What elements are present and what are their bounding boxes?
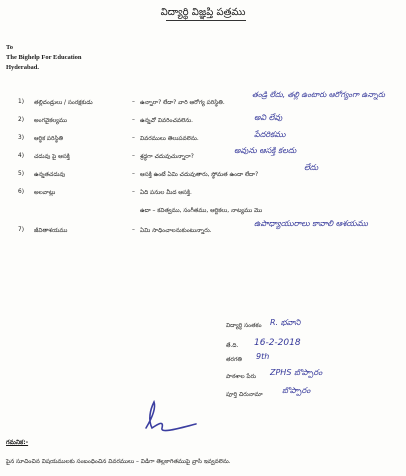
item-number: 7) <box>18 227 24 233</box>
item-answer: అవును ఆసక్తి కలదు <box>234 146 297 155</box>
item-question: ఏమి సాధించాలనుకుంటున్నారు. <box>140 228 212 234</box>
class-label: తరగతి <box>226 357 242 363</box>
notes-text: పైన సూచించిన విషయములకు సంబంధించిన వివరములు – విడిగా తెల్లకాగితముపై వ్రాసి ఇవ్వవలెను. <box>6 459 231 465</box>
item-dash: – <box>132 227 135 233</box>
item-answer: తండ్రి లేదు, తల్లి ఉంటారు ఆరోగ్యంగా ఉన్నారు <box>252 90 385 99</box>
student-sign-value: R. భవాని <box>270 318 301 327</box>
date-value: 16-2-2018 <box>254 338 301 348</box>
item-dash: – <box>132 99 135 105</box>
date-label: తే.ది. <box>226 343 239 349</box>
item-question: ఏది పనుల మీద ఆసక్తి. <box>140 190 192 196</box>
item-dash: – <box>132 153 135 159</box>
item-question: శ్రద్ధగా చదువుచున్నారా? <box>140 154 194 160</box>
item-answer: అవి లేవు <box>254 113 283 122</box>
school-label: పాఠశాల పేరు <box>226 374 257 380</box>
item-number: 1) <box>18 99 24 105</box>
item-number: 2) <box>18 117 24 123</box>
item-dash: – <box>132 135 135 141</box>
address-to: To <box>6 44 13 51</box>
form-title: విద్యార్థి విజ్ఞప్తి పత్రము <box>160 7 246 18</box>
item-question: ఉన్నారా? లేదా? వారి ఆరోగ్య పరిస్థితి. <box>140 100 225 106</box>
address-org: The Bighelp For Education <box>6 54 82 61</box>
item-question: ఉన్నచో వివరించవలెను. <box>140 118 193 124</box>
item-answer: లేదు <box>304 163 319 172</box>
title-underline <box>166 20 246 21</box>
item-dash: – <box>132 171 135 177</box>
item-number: 6) <box>18 189 24 195</box>
item-number: 3) <box>18 135 24 141</box>
address-value: బొప్పారం <box>282 386 311 395</box>
student-sign-label: విద్యార్ధి సంతకం <box>226 323 262 329</box>
item-label: ఉన్నతచదువు <box>34 172 66 178</box>
item-label: అంగవైకల్యము <box>34 118 68 124</box>
item-number: 5) <box>18 171 24 177</box>
notes-heading: గమనిక:- <box>6 439 29 446</box>
address-city: Hyderabad. <box>6 64 40 71</box>
item-question: వివరములు తెలుపవలెను. <box>140 136 199 142</box>
signature-scribble <box>140 398 210 438</box>
item-label: జీవితాశయము <box>34 228 68 234</box>
item-number: 4) <box>18 153 24 159</box>
hobbies-example: ఉదా – కవిత్వము, సంగీతము, ఆర్టికలు, నాట్యము మొ <box>140 208 263 214</box>
item-answer: పేదరికము <box>254 130 286 139</box>
item-dash: – <box>132 189 135 195</box>
class-value: 9th <box>256 352 270 361</box>
item-answer: ఉపాధ్యాయురాలు కావాలి ఆశయము <box>254 219 368 228</box>
item-label: ఆర్థిక పరిస్థితి <box>34 136 64 142</box>
item-label: తల్లిదండ్రులు / సంరక్షకుడు <box>34 100 93 106</box>
item-label: చదువు పై ఆసక్తి <box>34 154 70 160</box>
item-question: ఆసక్తి ఉంటే ఏమి చదువుతారు, స్థోమత ఉందా లేదా? <box>140 172 259 178</box>
item-label: అలవాట్లు <box>34 190 56 196</box>
address-label: పూర్తి చిరునామా <box>226 392 263 398</box>
item-dash: – <box>132 117 135 123</box>
school-value: ZPHS బొప్పారం <box>270 368 323 377</box>
